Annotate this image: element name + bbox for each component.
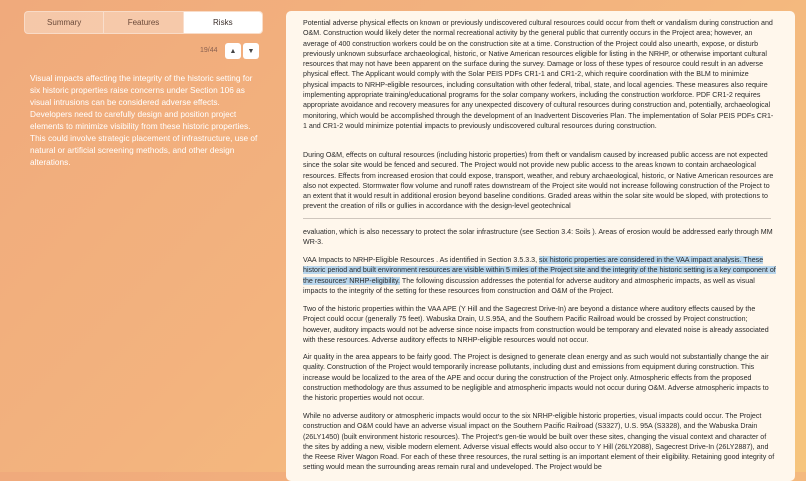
doc-paragraph: Air quality in the area appears to be fairly good. The Project is designed to generate clean energy and as such would not substantially change the air quality. Construction of the Project would temporarily increase pollutants, including dust and emissions from equipment during construction. This increase would be localized to the area of the APE and occur during the construction of the Project only. Atmospheric effects from the proposed construction methodology are thus assumed to be negligible and atmospheric impacts would not occur during O&M. Adverse atmospheric impacts to the historic properties would not occur. bbox=[303, 353, 769, 403]
document-panel[interactable] bbox=[286, 11, 795, 481]
tab-risks[interactable]: Risks bbox=[184, 12, 262, 33]
doc-text: The following discussion addresses the potential for adverse auditory and atmospheric impacts, as well as visual impacts to the integrity of the setting for these resources from construction and O&M of the Project. bbox=[303, 276, 755, 295]
chevron-up-icon: ▲ bbox=[229, 47, 237, 55]
page-divider bbox=[303, 218, 771, 219]
tab-features[interactable]: Features bbox=[104, 12, 183, 33]
doc-paragraph: Potential adverse physical effects on known or previously undiscovered cultural resources could occur from theft or vandalism during construction and O&M. Construction would likely deter the normal recreational activity by the general public that currently occurs in the Project area; however, an average of 400 construction workers could be on the construction site at a time. Construction of the Project could also unearth, expose, or disturb previously unknown subsurface archaeological, historic, or Native American resources eligible for listing in the NRHP, or otherwise important cultural resources that may not have been apparent on the surface during the survey. Damage or loss of these types of resource could result in an adverse physical effect. The Applicant would comply with the Solar PEIS PDFs CR1-1 and CR1-2, which require coordination with the BLM to minimize physical impacts to NRHP-eligible resources, including consultation with other federal, tribal, state, and local agencies. These measures also require implementing appropriate training/educational programs for the solar company workers, including the construction workforce. PDF CR1-2 requires appropriate avoidance and recovery measures for any unexpected discovery of cultural resources during construction and, potentially, archaeological monitoring, which would be accomplished through the development of an Inadvertent Discoveries Plan. The implementation of Solar PEIS PDFs CR1-1 and CR1-2 would minimize potential impacts to previously undiscovered cultural resources during construction. bbox=[303, 19, 774, 130]
doc-paragraph: During O&M, effects on cultural resources (including historic properties) from theft or vandalism caused by increased public access are not expected since the solar site would be fenced and secured. The Project would not provide new public access to the areas known to contain archaeological resources. Effects from increased erosion that could expose, transport, weather, and rebury archaeological, historic, or Native American resources are also not expected. Stormwater flow volume and runoff rates downstream of the Project site would not increase following construction of the Project to an extent that it would result in additional erosion beyond baseline conditions. Graded areas within the solar site would be sloped, with protections to prevent the creation of rills or gullies in accordance with the design-level geotechnical bbox=[303, 151, 774, 211]
doc-paragraph bbox=[303, 255, 776, 296]
tab-summary[interactable]: Summary bbox=[25, 12, 104, 33]
next-button[interactable] bbox=[243, 43, 259, 59]
chevron-down-icon: ▼ bbox=[247, 47, 255, 55]
previous-button[interactable] bbox=[225, 43, 241, 59]
risk-counter: 19/44 bbox=[200, 47, 218, 54]
tab-bar bbox=[24, 11, 263, 34]
doc-paragraph: Two of the historic properties within the VAA APE (Y Hill and the Sagecrest Drive-In) are beyond a distance where auditory effects caused by the Project could occur (generally 75 feet). Wabuska Drain, U.S.95A, and the Southern Pacific Railroad would be crossed by Project construction; however, auditory impacts would not be adverse since noise impacts from construction would be temporary and elevated noise is already associated with these resources. Adverse auditory effects to NRHP-eligible resources would not occur. bbox=[303, 305, 769, 344]
doc-paragraph: While no adverse auditory or atmospheric impacts would occur to the six NRHP-eligible historic properties, visual impacts could occur. The Project construction and O&M could have an adverse visual impact on the Southern Pacific Railroad (S3327), U.S. 95A (S3328), and the Wabuska Drain (26LY1450) (built environment historic resources). The Project's gen-tie would be built over these sites, changing the visual context and character of the sites by adding a new, visible modern element. Adverse visual effects would also occur to Y Hill (26LY2088), Sagecrest Drive-In (26LY2887), and the Reese River Wagon Road. For each of these three resources, the rural setting is an important element of their eligibility. Retaining good integrity of setting would mean the surrounding areas remain rural and undeveloped. The Project would be bbox=[303, 412, 775, 472]
highlighted-text: six historic properties are considered in the VAA impact analysis. These historic period and built environment resources are visible within 5 miles of the Project site and the integrity of the historic setting is a key component of the resources' NRHP-eligibility. bbox=[303, 256, 776, 285]
risk-summary: Visual impacts affecting the integrity of the historic setting for six historic properties raise concerns under Section 106 as visual intrusions can be considered adverse effects. Developers need to carefully design and position project elements to minimize visibility from these historic properties. This could involve strategic placement of infrastructure, use of natural or artificial screening methods, and other design alterations. bbox=[30, 73, 258, 167]
doc-text: VAA Impacts to NRHP-Eligible Resources . As identified in Section 3.5.3.3, bbox=[303, 256, 540, 264]
doc-paragraph: evaluation, which is also necessary to protect the solar infrastructure (see Section 3.4: Soils ). Areas of erosion would be addressed early through MM WR-3. bbox=[303, 228, 773, 247]
